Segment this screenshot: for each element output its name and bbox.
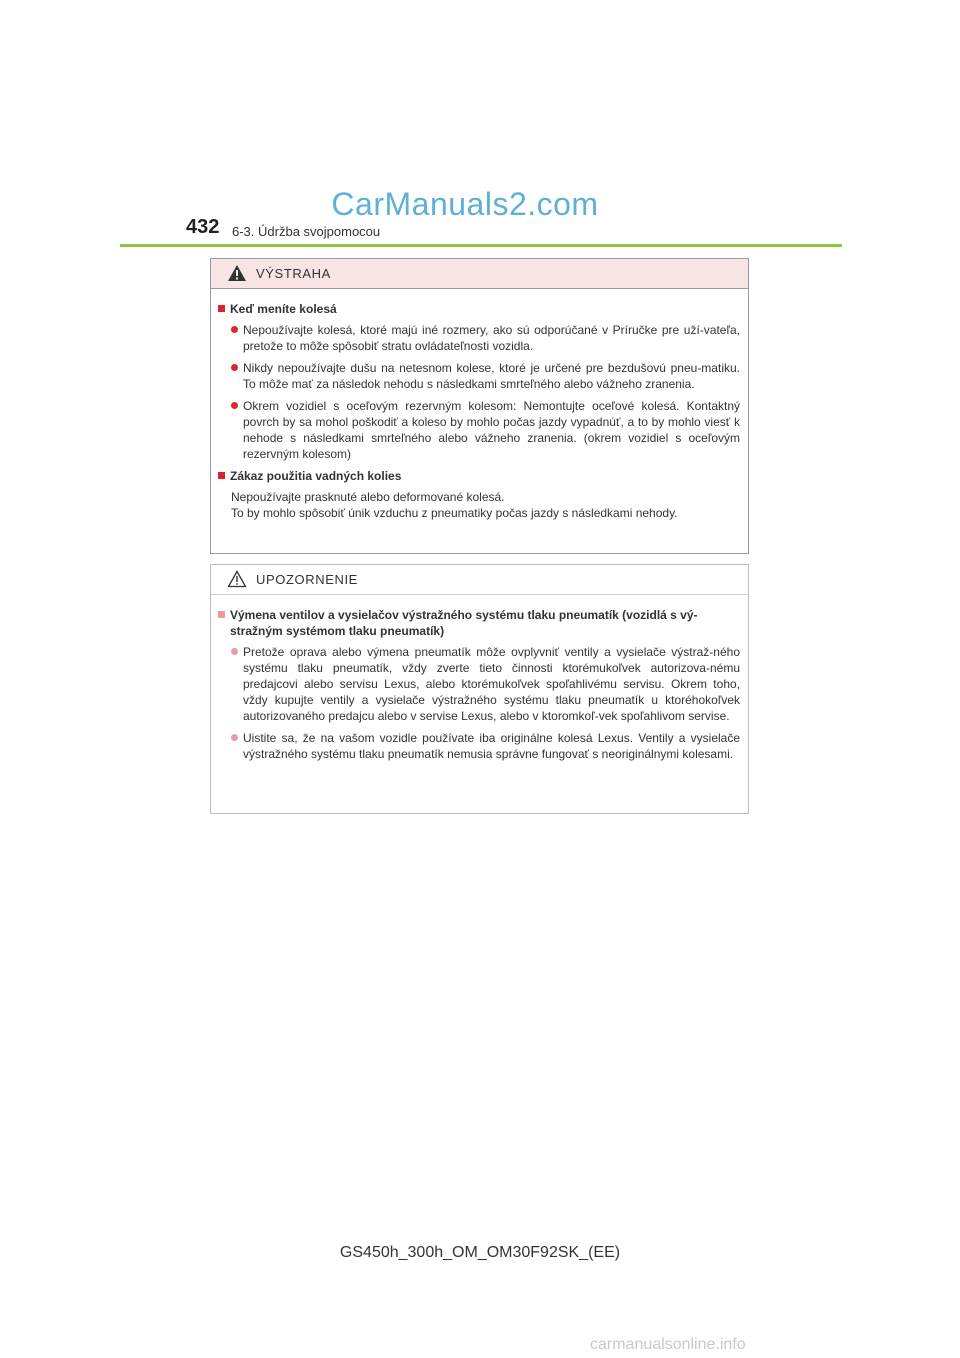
section-heading: Zákaz použitia vadných kolies: [218, 468, 740, 484]
watermark-logo: CarManuals2.com: [331, 186, 599, 222]
warning-label: VÝSTRAHA: [256, 266, 331, 281]
header-divider: [120, 244, 842, 247]
square-bullet-icon: [218, 305, 225, 312]
warning-triangle-icon: [227, 264, 247, 282]
section-heading: Výmena ventilov a vysielačov výstražného systému tlaku pneumatík (vozidlá s vý-stražným systémom tlaku pneumatík): [218, 607, 740, 639]
page-header: [0, 212, 960, 252]
caution-triangle-icon: [227, 570, 247, 588]
square-bullet-icon: [218, 611, 225, 618]
section-title: 6-3. Údržba svojpomocou: [232, 224, 381, 239]
list-item: Okrem vozidiel s oceľovým rezervným kolesom: Nemontujte oceľové kolesá. Kontaktný povrch by sa mohol poškodiť a koleso by mohlo počas jazdy vypadnúť, a to by mohlo viesť k nehode s následkami smrteľného alebo vážneho zranenia. (okrem vozidiel s oceľovým rezervným kolesom): [218, 398, 740, 462]
notice-header: [211, 565, 748, 595]
dot-bullet-icon: [231, 364, 238, 371]
warning-box: [210, 258, 749, 554]
section-heading: Keď meníte kolesá: [218, 301, 740, 317]
list-item: Nepoužívajte kolesá, ktoré majú iné rozmery, ako sú odporúčané v Príručke pre uží-vateľa, pretože to môže spôsobiť stratu ovládateľnosti vozidla.: [218, 322, 740, 354]
notice-label: UPOZORNENIE: [256, 572, 358, 587]
paragraph: Nepoužívajte prasknuté alebo deformované kolesá. To by mohlo spôsobiť únik vzduchu z pneumatiky počas jazdy s následkami nehody.: [231, 490, 678, 520]
dot-bullet-icon: [231, 402, 238, 409]
warning-header: [211, 259, 748, 289]
list-item: Uistite sa, že na vašom vozidle používate iba originálne kolesá Lexus. Ventily a vysielače výstražného systému tlaku pneumatík nemusia správne fungovať s neoriginálnymi kolesami.: [218, 730, 740, 762]
watermark-footer: carmanualsonline.info: [590, 1336, 746, 1353]
dot-bullet-icon: [231, 648, 238, 655]
list-item: Nikdy nepoužívajte dušu na netesnom kolese, ktoré je určené pre bezdušovú pneu-matiku. To môže mať za následok nehodu s následkami smrteľného alebo vážneho zranenia.: [218, 360, 740, 392]
manual-code-footer: GS450h_300h_OM_OM30F92SK_(EE): [339, 1244, 621, 1261]
dot-bullet-icon: [231, 734, 238, 741]
page-number: 432: [186, 216, 220, 238]
dot-bullet-icon: [231, 326, 238, 333]
list-item: Pretože oprava alebo výmena pneumatík môže ovplyvniť ventily a vysielače výstraž-ného systému tlaku pneumatík, vždy zverte tieto činnosti ktorémukoľvek autorizova-nému predajcovi alebo servisu Lexus, alebo ktorémukoľvek spoľahlivému servisu. Okrem toho, vždy kupujte ventily a vysielače výstražného systému tlaku pneumatík u ktoréhokoľvek autorizovaného predajcu alebo v servise Lexus, alebo v ktoromkoľ-vek spoľahlivom servise.: [218, 644, 740, 724]
notice-box: [210, 564, 749, 814]
square-bullet-icon: [218, 472, 225, 479]
